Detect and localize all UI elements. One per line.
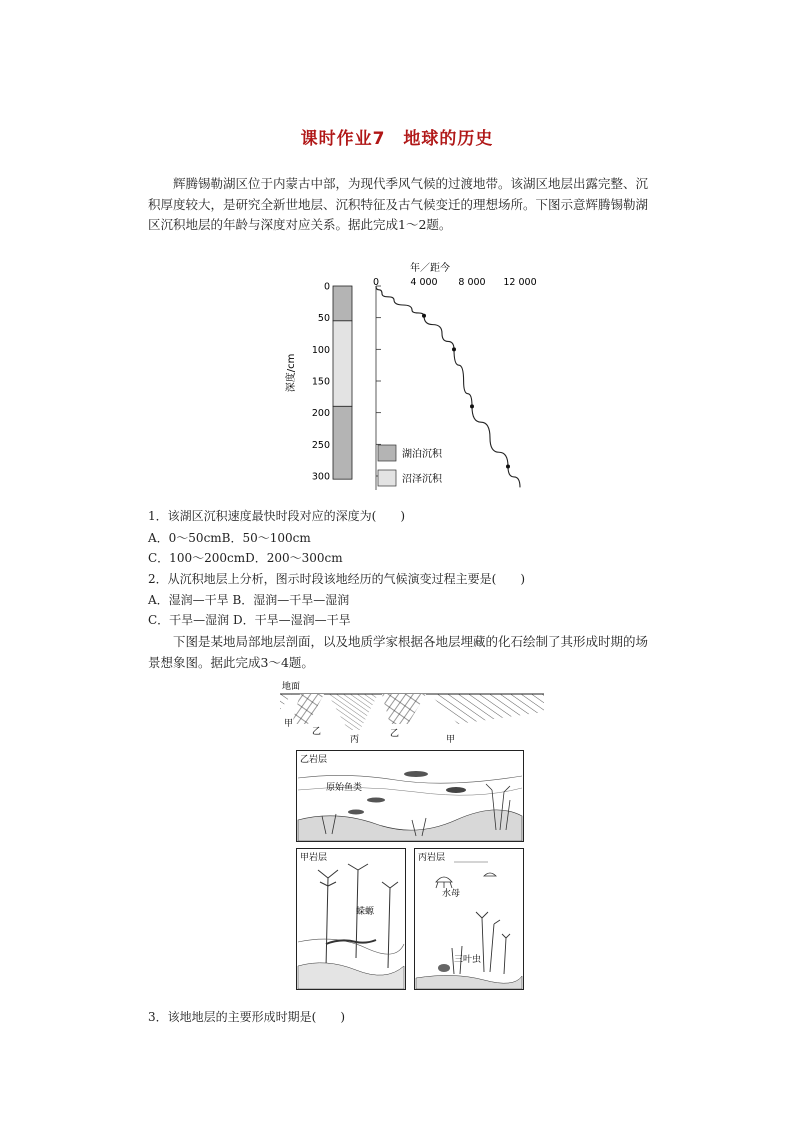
panel-caption: 三叶虫 [454,955,482,965]
ground-label: 地面 [282,682,301,692]
strata-layer [333,286,352,321]
y-tick-label: 100 [311,344,330,356]
y-tick-label: 250 [311,439,330,451]
question-1-options-ab: A．0～50cmB．50～100cm [148,531,311,545]
question-1-options-cd: C．100～200cmD．200～300cm [148,551,343,565]
y-tick-label: 300 [311,471,330,483]
y-tick-label: 200 [311,408,330,420]
layer-jia-left [280,694,292,710]
panel-yi-rock-layer [296,750,524,842]
intro-paragraph-1: 辉腾锡勒湖区位于内蒙古中部，为现代季风气候的过渡地带。该湖区地层出露完整、沉积厚度较大，是研究全新世地层、沉积特征及古气候变迁的理想场所。下图示意辉腾锡勒湖区沉积地层的年龄与深度对应关系。据此完成1～2题。 [148,176,649,232]
legend [378,445,443,486]
depth-age-chart [280,258,550,498]
panel-caption: 原始鱼类 [326,783,363,793]
legend-label-lake: 湖泊沉积 [402,449,442,460]
panel-caption: 水母 [442,889,461,899]
section-label: 乙 [312,727,322,737]
layer-bing-center [328,694,378,730]
curve-marker [422,314,426,318]
section-label: 乙 [390,729,400,739]
curve-marker [452,347,456,351]
intro-paragraph-2: 下图是某地局部地层剖面，以及地质学家根据各地层埋藏的化石绘制了其形成时期的场景想象图。据此完成3～4题。 [148,634,649,670]
curve-markers [422,314,510,469]
x-tick-label: 8 000 [458,277,486,288]
strata-layer [333,406,352,479]
x-axis-title: 年／距今 [410,263,450,274]
panel-bing-rock-layer [414,848,524,990]
panel-title: 丙岩层 [418,853,446,863]
panel-caption: 蝾螈 [356,907,375,917]
y-tick-label: 50 [317,313,330,325]
strata-layer [333,321,352,406]
question-3: 3．该地地层的主要形成时期是( ) [148,1010,345,1024]
question-2-options-ab: A．湿润—干旱 B．湿润—干旱—湿润 [148,593,350,607]
section-label: 甲 [446,735,456,745]
section-labels [284,718,455,745]
y-axis-title: 深度/cm [286,353,297,393]
y-tick-label: 150 [311,376,330,388]
section-label: 甲 [284,719,294,729]
page-title: 课时作业7 地球的历史 [300,129,494,149]
y-tick-labels [312,282,330,483]
panel-title: 乙岩层 [300,755,328,765]
question-1: 1．该湖区沉积速度最快时段对应的深度为( ) [148,509,405,523]
legend-swatch-swamp [378,470,396,486]
age-depth-curve [376,286,520,487]
panel-jia-rock-layer [296,848,406,990]
section-label: 丙 [350,735,360,745]
curve-marker [470,404,474,408]
x-tick-label: 0 [372,277,380,288]
layer-yi-right [382,694,426,724]
layer-jia-right [430,694,544,724]
panel-title: 甲岩层 [300,853,328,863]
y-tick-label: 0 [323,281,330,293]
legend-label-swamp: 沼泽沉积 [402,474,442,485]
x-tick-labels [373,277,537,288]
x-tick-label: 4 000 [410,277,438,288]
strata-cross-section [278,678,548,748]
curve-marker [506,465,510,469]
question-2-options-cd: C．干旱—湿润 D．干旱—湿润—干旱 [148,613,351,627]
layer-yi-left [292,694,324,724]
legend-swatch-lake [378,445,396,461]
question-2: 2．从沉积地层上分析，图示时段该地经历的气候演变过程主要是( ) [148,572,526,586]
strata-column [333,286,352,479]
x-tick-label: 12 000 [503,277,537,288]
trilobite-icon [438,964,450,972]
